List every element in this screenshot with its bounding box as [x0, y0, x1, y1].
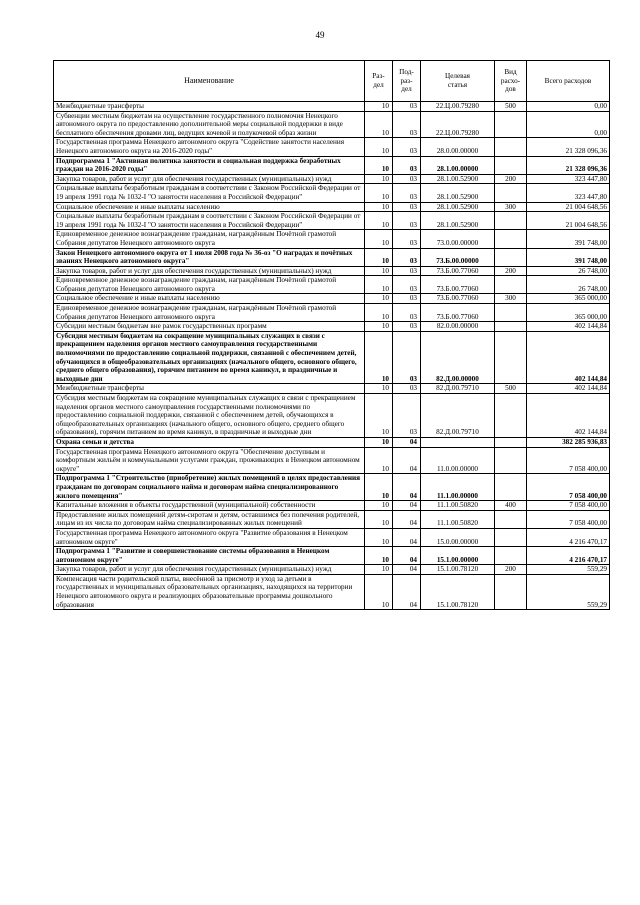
table-row: [54, 248, 610, 266]
row-name-cell: Подпрограмма 1 "Активная политика занятости и социальная поддержка безработных граждан на 2016-2020 годы": [54, 156, 365, 174]
row-target-cell: 73.Б.00.77060: [421, 294, 495, 304]
table-row: [54, 447, 610, 474]
row-vid-cell: 200: [495, 174, 527, 184]
row-vid-cell: 300: [495, 294, 527, 304]
row-vid-cell: [495, 138, 527, 156]
row-vid-cell: [495, 331, 527, 384]
row-total-cell: 365 000,00: [527, 304, 610, 322]
row-vid-cell: [495, 248, 527, 266]
row-name-cell: Капитальные вложения в объекты государственной (муниципальной) собственности: [54, 501, 365, 511]
row-podrazdel-cell: 04: [393, 547, 421, 565]
row-razdel-cell: 10: [365, 276, 393, 294]
row-razdel-cell: 10: [365, 574, 393, 609]
row-vid-cell: [495, 574, 527, 609]
row-podrazdel-cell: 03: [393, 174, 421, 184]
row-total-cell: 402 144,84: [527, 394, 610, 438]
row-target-cell: 11.0.00.00000: [421, 447, 495, 474]
row-name-cell: Социальное обеспечение и иные выплаты населению: [54, 202, 365, 212]
row-target-cell: 28.1.00.52900: [421, 184, 495, 202]
row-name-cell: Охрана семьи и детства: [54, 437, 365, 447]
table-header-row: [54, 61, 610, 102]
row-target-cell: 22.Ц.00.79280: [421, 102, 495, 112]
row-target-cell: 15.1.00.78120: [421, 574, 495, 609]
row-name-cell: Межбюджетные трансферты: [54, 102, 365, 112]
row-vid-cell: 200: [495, 565, 527, 575]
row-razdel-cell: 10: [365, 248, 393, 266]
row-razdel-cell: 10: [365, 102, 393, 112]
row-razdel-cell: 10: [365, 528, 393, 546]
header-vid: Вид расхо- дов: [495, 61, 527, 102]
row-target-cell: 82.0.00.00000: [421, 322, 495, 332]
row-razdel-cell: 10: [365, 394, 393, 438]
header-name: Наименование: [54, 61, 365, 102]
row-target-cell: 28.1.00.52900: [421, 202, 495, 212]
row-target-cell: 73.Б.00.77060: [421, 304, 495, 322]
row-vid-cell: [495, 394, 527, 438]
row-vid-cell: 200: [495, 266, 527, 276]
row-total-cell: 21 328 096,36: [527, 156, 610, 174]
row-target-cell: 82.Д.00.00000: [421, 331, 495, 384]
row-razdel-cell: 10: [365, 474, 393, 501]
row-razdel-cell: 10: [365, 266, 393, 276]
table-row: [54, 184, 610, 202]
row-vid-cell: [495, 547, 527, 565]
row-vid-cell: [495, 447, 527, 474]
row-name-cell: Закупка товаров, работ и услуг для обеспечения государственных (муниципальных) нужд: [54, 174, 365, 184]
row-total-cell: 0,00: [527, 102, 610, 112]
row-total-cell: 382 285 936,83: [527, 437, 610, 447]
table-row: [54, 437, 610, 447]
row-razdel-cell: 10: [365, 212, 393, 230]
row-podrazdel-cell: 04: [393, 501, 421, 511]
row-vid-cell: [495, 304, 527, 322]
row-podrazdel-cell: 03: [393, 331, 421, 384]
table-row: [54, 202, 610, 212]
row-name-cell: Социальное обеспечение и иные выплаты населению: [54, 294, 365, 304]
row-podrazdel-cell: 03: [393, 304, 421, 322]
row-podrazdel-cell: 03: [393, 212, 421, 230]
row-podrazdel-cell: 03: [393, 294, 421, 304]
row-target-cell: 82.Д.00.79710: [421, 394, 495, 438]
row-name-cell: Закупка товаров, работ и услуг для обеспечения государственных (муниципальных) нужд: [54, 266, 365, 276]
row-razdel-cell: 10: [365, 294, 393, 304]
row-name-cell: Государственная программа Ненецкого автономного округа "Развитие образования в Ненецком автономном округе": [54, 528, 365, 546]
row-target-cell: 73.0.00.00000: [421, 230, 495, 248]
row-vid-cell: [495, 184, 527, 202]
row-podrazdel-cell: 03: [393, 138, 421, 156]
row-podrazdel-cell: 03: [393, 156, 421, 174]
row-name-cell: Социальные выплаты безработным гражданам в соответствии с Законом Российской Федерации от 19 апреля 1991 года № 1032-I "О занятости населения в Российской Федерации": [54, 184, 365, 202]
table-row: [54, 547, 610, 565]
row-name-cell: Субсидии местным бюджетам вне рамок государственных программ: [54, 322, 365, 332]
row-podrazdel-cell: 03: [393, 276, 421, 294]
row-podrazdel-cell: 04: [393, 510, 421, 528]
row-razdel-cell: 10: [365, 202, 393, 212]
row-vid-cell: 300: [495, 202, 527, 212]
row-total-cell: 402 144,84: [527, 384, 610, 394]
row-total-cell: 7 058 400,00: [527, 501, 610, 511]
row-target-cell: 28.1.00.52900: [421, 174, 495, 184]
row-name-cell: Единовременное денежное вознаграждение гражданам, награждённым Почётной грамотой Собрания депутатов Ненецкого автономного округа: [54, 276, 365, 294]
table-row: [54, 212, 610, 230]
row-total-cell: 559,29: [527, 574, 610, 609]
row-vid-cell: [495, 156, 527, 174]
page-number: 49: [315, 30, 325, 40]
row-vid-cell: [495, 276, 527, 294]
table-row: [54, 322, 610, 332]
row-podrazdel-cell: 03: [393, 322, 421, 332]
header-podrazdel: Под- раз- дел: [393, 61, 421, 102]
row-target-cell: [421, 437, 495, 447]
table-row: [54, 331, 610, 384]
row-total-cell: 7 058 400,00: [527, 474, 610, 501]
row-name-cell: Подпрограмма 1 "Развитие и совершенствование системы образования в Ненецком автономном округе": [54, 547, 365, 565]
row-podrazdel-cell: 04: [393, 528, 421, 546]
row-name-cell: Предоставление жилых помещений детям-сиротам и детям, оставшимся без попечения родителей, лицам из их числа по договорам найма специализированных жилых помещений: [54, 510, 365, 528]
row-target-cell: 15.1.00.00000: [421, 547, 495, 565]
row-razdel-cell: 10: [365, 565, 393, 575]
row-podrazdel-cell: 03: [393, 202, 421, 212]
header-target: Целевая статья: [421, 61, 495, 102]
row-target-cell: 11.1.00.50820: [421, 510, 495, 528]
table-row: [54, 565, 610, 575]
row-total-cell: 26 748,00: [527, 266, 610, 276]
row-vid-cell: 400: [495, 501, 527, 511]
row-podrazdel-cell: 04: [393, 574, 421, 609]
header-total: Всего расходов: [527, 61, 610, 102]
row-name-cell: Субсидия местным бюджетам на сокращение муниципальных служащих в связи с прекращением наделения органов местного самоуправления государственными полномочиями по предоставлению социальной поддержки, связанной с обеспечением детей, обучающихся в общеобразовательных организациях (начального общего, основного общего, среднего общего образования), горячим питанием во время каникул, в праздничные и выходные дни: [54, 331, 365, 384]
row-target-cell: 82.Д.00.79710: [421, 384, 495, 394]
row-podrazdel-cell: 03: [393, 394, 421, 438]
row-name-cell: Единовременное денежное вознаграждение гражданам, награждённым Почётной грамотой Собрания депутатов Ненецкого автономного округа: [54, 304, 365, 322]
row-name-cell: Субсидия местным бюджетам на сокращение муниципальных служащих в связи с прекращением наделения органов местного самоуправления государственными полномочиями по предоставлению социальной поддержки, связанной с обеспечением детей, обучающихся в общеобразовательных организациях (начального общего, основного общего, среднего общего образования), горячим питанием во время каникул, в праздничные и выходные дни: [54, 394, 365, 438]
row-total-cell: 7 058 400,00: [527, 510, 610, 528]
row-razdel-cell: 10: [365, 184, 393, 202]
table-row: [54, 384, 610, 394]
table-row: [54, 230, 610, 248]
table-row: [54, 394, 610, 438]
row-total-cell: 4 216 470,17: [527, 528, 610, 546]
row-razdel-cell: 10: [365, 138, 393, 156]
row-vid-cell: [495, 474, 527, 501]
row-name-cell: Межбюджетные трансферты: [54, 384, 365, 394]
row-target-cell: 73.Б.00.77060: [421, 266, 495, 276]
row-podrazdel-cell: 04: [393, 474, 421, 501]
row-total-cell: 0,00: [527, 111, 610, 138]
row-target-cell: 28.1.00.00000: [421, 156, 495, 174]
row-target-cell: 15.0.00.00000: [421, 528, 495, 546]
row-total-cell: 365 000,00: [527, 294, 610, 304]
row-razdel-cell: 10: [365, 447, 393, 474]
row-target-cell: 28.0.00.00000: [421, 138, 495, 156]
row-razdel-cell: 10: [365, 304, 393, 322]
row-total-cell: 402 144,84: [527, 331, 610, 384]
row-podrazdel-cell: 03: [393, 384, 421, 394]
table-row: [54, 501, 610, 511]
row-vid-cell: [495, 230, 527, 248]
row-razdel-cell: 10: [365, 510, 393, 528]
row-razdel-cell: 10: [365, 547, 393, 565]
table-row: [54, 138, 610, 156]
row-total-cell: 21 004 648,56: [527, 212, 610, 230]
header-razdel: Раз- дел: [365, 61, 393, 102]
row-vid-cell: [495, 111, 527, 138]
row-total-cell: 323 447,80: [527, 174, 610, 184]
row-razdel-cell: 10: [365, 174, 393, 184]
row-vid-cell: [495, 528, 527, 546]
row-razdel-cell: 10: [365, 501, 393, 511]
row-razdel-cell: 10: [365, 156, 393, 174]
row-vid-cell: [495, 212, 527, 230]
row-podrazdel-cell: 04: [393, 565, 421, 575]
row-total-cell: 26 748,00: [527, 276, 610, 294]
table-row: [54, 266, 610, 276]
row-razdel-cell: 10: [365, 384, 393, 394]
row-total-cell: 323 447,80: [527, 184, 610, 202]
row-target-cell: 28.1.00.52900: [421, 212, 495, 230]
row-vid-cell: [495, 322, 527, 332]
table-row: [54, 528, 610, 546]
row-name-cell: Подпрограмма 1 "Строительство (приобретение) жилых помещений в целях предоставления гражданам по договорам социального найма и договорам найма специализированного жилого помещения": [54, 474, 365, 501]
row-podrazdel-cell: 04: [393, 437, 421, 447]
row-total-cell: 391 748,00: [527, 230, 610, 248]
row-podrazdel-cell: 03: [393, 184, 421, 202]
row-total-cell: 7 058 400,00: [527, 447, 610, 474]
table-row: [54, 111, 610, 138]
row-podrazdel-cell: 03: [393, 248, 421, 266]
row-razdel-cell: 10: [365, 437, 393, 447]
row-razdel-cell: 10: [365, 322, 393, 332]
table-row: [54, 574, 610, 609]
row-podrazdel-cell: 03: [393, 230, 421, 248]
row-target-cell: 11.1.00.50820: [421, 501, 495, 511]
row-target-cell: 73.Б.00.00000: [421, 248, 495, 266]
row-name-cell: Государственная программа Ненецкого автономного округа "Содействие занятости населения Ненецкого автономного округа на 2016-2020 годы": [54, 138, 365, 156]
row-razdel-cell: 10: [365, 111, 393, 138]
expenses-table: [53, 60, 610, 610]
table-row: [54, 474, 610, 501]
table-row: [54, 276, 610, 294]
table-row: [54, 294, 610, 304]
row-podrazdel-cell: 03: [393, 102, 421, 112]
row-name-cell: Единовременное денежное вознаграждение гражданам, награждённым Почётной грамотой Собрания депутатов Ненецкого автономного округа: [54, 230, 365, 248]
row-total-cell: 21 004 648,56: [527, 202, 610, 212]
row-target-cell: 15.1.00.78120: [421, 565, 495, 575]
table-row: [54, 174, 610, 184]
row-podrazdel-cell: 03: [393, 266, 421, 276]
row-name-cell: Социальные выплаты безработным гражданам в соответствии с Законом Российской Федерации от 19 апреля 1991 года № 1032-I "О занятости населения в Российской Федерации": [54, 212, 365, 230]
row-total-cell: 391 748,00: [527, 248, 610, 266]
row-vid-cell: [495, 510, 527, 528]
row-total-cell: 402 144,84: [527, 322, 610, 332]
row-podrazdel-cell: 03: [393, 111, 421, 138]
table-row: [54, 156, 610, 174]
row-vid-cell: [495, 437, 527, 447]
row-target-cell: 73.Б.00.77060: [421, 276, 495, 294]
row-podrazdel-cell: 04: [393, 447, 421, 474]
row-name-cell: Закон Ненецкого автономного округа от 1 июля 2008 года № 36-оз "О наградах и почётных званиях Ненецкого автономного округа": [54, 248, 365, 266]
row-target-cell: 22.Ц.00.79280: [421, 111, 495, 138]
table-row: [54, 102, 610, 112]
row-total-cell: 21 328 096,36: [527, 138, 610, 156]
row-razdel-cell: 10: [365, 331, 393, 384]
row-vid-cell: 500: [495, 102, 527, 112]
table-row: [54, 510, 610, 528]
row-name-cell: Государственная программа Ненецкого автономного округа "Обеспечение доступным и комфортным жильём и коммунальными услугами граждан, проживающих в Ненецком автономном округе": [54, 447, 365, 474]
row-razdel-cell: 10: [365, 230, 393, 248]
row-name-cell: Компенсация части родительской платы, внесённой за присмотр и уход за детьми в государственных и муниципальных образовательных организациях, находящихся на территории Ненецкого автономного округа и реализующих образовательные программы дошкольного образования: [54, 574, 365, 609]
table-row: [54, 304, 610, 322]
row-name-cell: Закупка товаров, работ и услуг для обеспечения государственных (муниципальных) нужд: [54, 565, 365, 575]
row-name-cell: Субвенции местным бюджетам на осуществление государственного полномочия Ненецкого автономного округа по предоставлению дополнительной меры социальной поддержки в виде бесплатного обеспечения дровами лиц, ведущих кочевой и полукочевой образ жизни: [54, 111, 365, 138]
row-total-cell: 559,29: [527, 565, 610, 575]
row-total-cell: 4 216 470,17: [527, 547, 610, 565]
row-vid-cell: 500: [495, 384, 527, 394]
row-target-cell: 11.1.00.00000: [421, 474, 495, 501]
